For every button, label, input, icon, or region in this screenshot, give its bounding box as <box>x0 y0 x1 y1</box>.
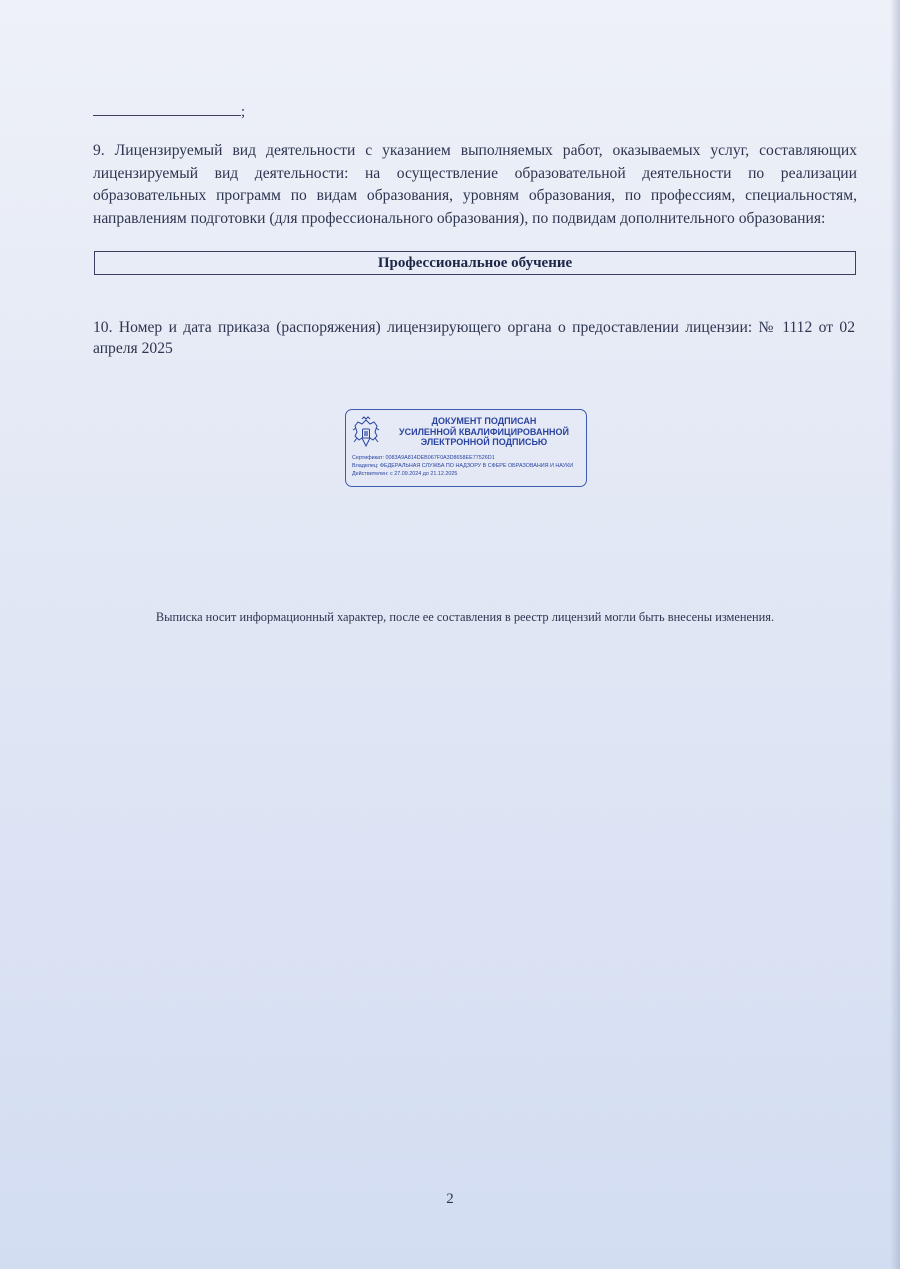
stamp-validity: Действителен: с 27.09.2024 до 21.12.2025 <box>352 471 458 477</box>
stamp-title <box>386 416 582 448</box>
stamp-title-line: ДОКУМЕНТ ПОДПИСАН <box>431 416 537 426</box>
informational-note: Выписка носит информационный характер, после ее составления в реестр лицензий могли быть внесены изменения. <box>155 610 775 624</box>
item-9-activity-value: Профессиональное обучение <box>94 251 856 275</box>
coat-of-arms-icon <box>352 416 380 450</box>
stamp-owner: Владелец: ФЕДЕРАЛЬНАЯ СЛУЖБА ПО НАДЗОРУ В СФЕРЕ ОБРАЗОВАНИЯ И НАУКИ <box>352 463 574 469</box>
stamp-title-line: УСИЛЕННОЙ КВАЛИФИЦИРОВАННОЙ <box>399 426 569 437</box>
blank-fill-line <box>93 101 245 121</box>
item-9-activity-description: 9. Лицензируемый вид деятельности с указанием выполняемых работ, оказываемых услуг, составляющих лицензируемый вид деятельности: на осуществление образовательной деятельности по реализации образовательных программ по видам образования, уровням образования, по профессиям, специальностям, направлениям подготовки (для профессионального образования), по подвидам дополнительного образования: <box>93 142 857 227</box>
page-edge-shadow <box>890 0 900 1269</box>
stamp-details <box>352 454 584 478</box>
stamp-title-line: ЭЛЕКТРОННОЙ ПОДПИСЬЮ <box>420 437 548 447</box>
page-number: 2 <box>446 1191 454 1207</box>
stamp-certificate: Сертификат: 0083А9А814DЕВ067F0A3D8658ЕЕ77526D1 <box>352 455 495 461</box>
electronic-signature-stamp <box>345 409 587 487</box>
blank-line-suffix: ; <box>241 104 246 120</box>
blank-underline <box>93 101 241 116</box>
item-10-order-number-date: 10. Номер и дата приказа (распоряжения) лицензирующего органа о предоставлении лицензии: № 1112 от 02 апреля 2025 <box>93 319 855 357</box>
